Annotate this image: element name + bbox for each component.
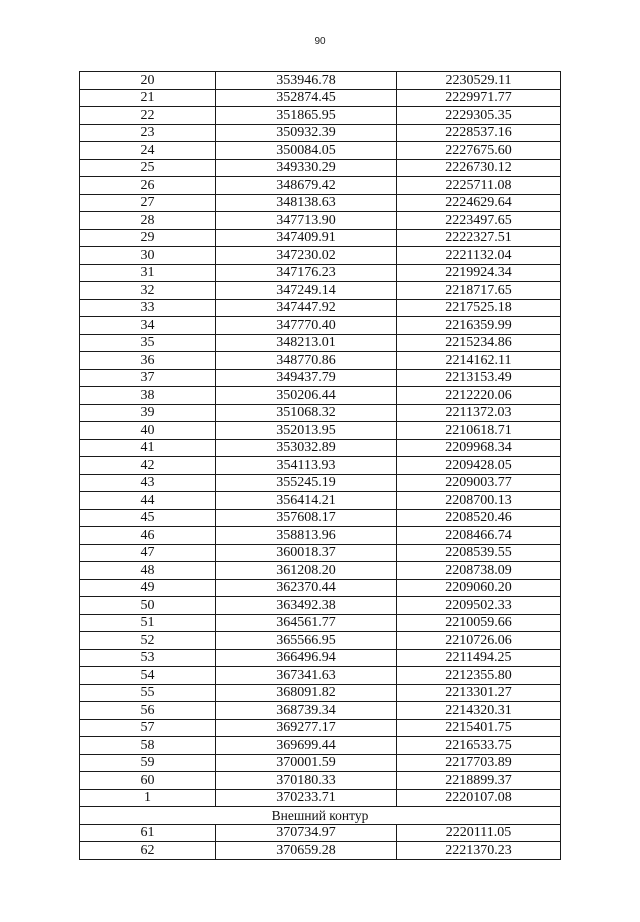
table-row (80, 614, 561, 632)
point-number-cell: 49 (80, 579, 216, 597)
point-number-cell: 52 (80, 632, 216, 650)
point-number-cell: 62 (80, 842, 216, 860)
x-coordinate-cell: 357608.17 (216, 509, 397, 527)
table-row (80, 684, 561, 702)
y-coordinate-cell: 2229305.35 (397, 107, 561, 125)
x-coordinate-cell: 347713.90 (216, 212, 397, 230)
x-coordinate-cell: 365566.95 (216, 632, 397, 650)
x-coordinate-cell: 348213.01 (216, 334, 397, 352)
section-header-row (80, 807, 561, 825)
y-coordinate-cell: 2229971.77 (397, 89, 561, 107)
x-coordinate-cell: 354113.93 (216, 457, 397, 475)
point-number-cell: 61 (80, 824, 216, 842)
table-row (80, 334, 561, 352)
y-coordinate-cell: 2211494.25 (397, 649, 561, 667)
y-coordinate-cell: 2218899.37 (397, 772, 561, 790)
table-row (80, 562, 561, 580)
x-coordinate-cell: 366496.94 (216, 649, 397, 667)
coordinates-table-body (80, 72, 561, 860)
point-number-cell: 41 (80, 439, 216, 457)
point-number-cell: 46 (80, 527, 216, 545)
section-header-outer-contour: Внешний контур (80, 807, 561, 825)
table-row (80, 264, 561, 282)
y-coordinate-cell: 2230529.11 (397, 72, 561, 90)
x-coordinate-cell: 360018.37 (216, 544, 397, 562)
point-number-cell: 27 (80, 194, 216, 212)
y-coordinate-cell: 2227675.60 (397, 142, 561, 160)
x-coordinate-cell: 355245.19 (216, 474, 397, 492)
x-coordinate-cell: 361208.20 (216, 562, 397, 580)
coordinates-table (79, 71, 561, 860)
point-number-cell: 37 (80, 369, 216, 387)
y-coordinate-cell: 2212220.06 (397, 387, 561, 405)
point-number-cell: 36 (80, 352, 216, 370)
x-coordinate-cell: 353032.89 (216, 439, 397, 457)
point-number-cell: 58 (80, 737, 216, 755)
y-coordinate-cell: 2217525.18 (397, 299, 561, 317)
x-coordinate-cell: 347770.40 (216, 317, 397, 335)
point-number-cell: 21 (80, 89, 216, 107)
x-coordinate-cell: 348770.86 (216, 352, 397, 370)
x-coordinate-cell: 370001.59 (216, 754, 397, 772)
y-coordinate-cell: 2213301.27 (397, 684, 561, 702)
x-coordinate-cell: 347409.91 (216, 229, 397, 247)
y-coordinate-cell: 2228537.16 (397, 124, 561, 142)
point-number-cell: 26 (80, 177, 216, 195)
point-number-cell: 30 (80, 247, 216, 265)
table-row (80, 194, 561, 212)
table-row (80, 597, 561, 615)
table-row (80, 649, 561, 667)
table-row (80, 72, 561, 90)
x-coordinate-cell: 367341.63 (216, 667, 397, 685)
x-coordinate-cell: 347447.92 (216, 299, 397, 317)
table-row (80, 299, 561, 317)
table-row (80, 772, 561, 790)
table-row (80, 107, 561, 125)
table-row (80, 754, 561, 772)
x-coordinate-cell: 370734.97 (216, 824, 397, 842)
x-coordinate-cell: 370659.28 (216, 842, 397, 860)
y-coordinate-cell: 2213153.49 (397, 369, 561, 387)
x-coordinate-cell: 350206.44 (216, 387, 397, 405)
y-coordinate-cell: 2216533.75 (397, 737, 561, 755)
point-number-cell: 38 (80, 387, 216, 405)
x-coordinate-cell: 364561.77 (216, 614, 397, 632)
x-coordinate-cell: 352013.95 (216, 422, 397, 440)
page-number: 90 (314, 36, 326, 47)
table-row (80, 544, 561, 562)
y-coordinate-cell: 2226730.12 (397, 159, 561, 177)
y-coordinate-cell: 2209968.34 (397, 439, 561, 457)
point-number-cell: 53 (80, 649, 216, 667)
y-coordinate-cell: 2220107.08 (397, 789, 561, 807)
point-number-cell: 50 (80, 597, 216, 615)
point-number-cell: 28 (80, 212, 216, 230)
table-row (80, 404, 561, 422)
point-number-cell: 22 (80, 107, 216, 125)
point-number-cell: 29 (80, 229, 216, 247)
point-number-cell: 51 (80, 614, 216, 632)
table-row (80, 737, 561, 755)
point-number-cell: 20 (80, 72, 216, 90)
y-coordinate-cell: 2209003.77 (397, 474, 561, 492)
point-number-cell: 56 (80, 702, 216, 720)
y-coordinate-cell: 2209502.33 (397, 597, 561, 615)
table-row (80, 124, 561, 142)
table-row (80, 422, 561, 440)
y-coordinate-cell: 2221132.04 (397, 247, 561, 265)
y-coordinate-cell: 2222327.51 (397, 229, 561, 247)
y-coordinate-cell: 2211372.03 (397, 404, 561, 422)
table-row (80, 527, 561, 545)
x-coordinate-cell: 347230.02 (216, 247, 397, 265)
y-coordinate-cell: 2215401.75 (397, 719, 561, 737)
y-coordinate-cell: 2225711.08 (397, 177, 561, 195)
point-number-cell: 34 (80, 317, 216, 335)
table-row (80, 352, 561, 370)
table-row (80, 317, 561, 335)
y-coordinate-cell: 2209060.20 (397, 579, 561, 597)
x-coordinate-cell: 350084.05 (216, 142, 397, 160)
y-coordinate-cell: 2208700.13 (397, 492, 561, 510)
table-row (80, 457, 561, 475)
y-coordinate-cell: 2208738.09 (397, 562, 561, 580)
x-coordinate-cell: 351865.95 (216, 107, 397, 125)
y-coordinate-cell: 2216359.99 (397, 317, 561, 335)
point-number-cell: 45 (80, 509, 216, 527)
y-coordinate-cell: 2208539.55 (397, 544, 561, 562)
point-number-cell: 60 (80, 772, 216, 790)
x-coordinate-cell: 347249.14 (216, 282, 397, 300)
table-row (80, 387, 561, 405)
table-row (80, 177, 561, 195)
x-coordinate-cell: 369277.17 (216, 719, 397, 737)
point-number-cell: 55 (80, 684, 216, 702)
y-coordinate-cell: 2220111.05 (397, 824, 561, 842)
table-row (80, 824, 561, 842)
table-row (80, 439, 561, 457)
table-row (80, 282, 561, 300)
point-number-cell: 23 (80, 124, 216, 142)
point-number-cell: 32 (80, 282, 216, 300)
x-coordinate-cell: 370233.71 (216, 789, 397, 807)
y-coordinate-cell: 2217703.89 (397, 754, 561, 772)
x-coordinate-cell: 347176.23 (216, 264, 397, 282)
y-coordinate-cell: 2219924.34 (397, 264, 561, 282)
point-number-cell: 33 (80, 299, 216, 317)
y-coordinate-cell: 2223497.65 (397, 212, 561, 230)
point-number-cell: 24 (80, 142, 216, 160)
point-number-cell: 44 (80, 492, 216, 510)
table-row (80, 142, 561, 160)
y-coordinate-cell: 2214320.31 (397, 702, 561, 720)
point-number-cell: 59 (80, 754, 216, 772)
point-number-cell: 25 (80, 159, 216, 177)
x-coordinate-cell: 351068.32 (216, 404, 397, 422)
point-number-cell: 43 (80, 474, 216, 492)
table-row (80, 229, 561, 247)
y-coordinate-cell: 2209428.05 (397, 457, 561, 475)
x-coordinate-cell: 348679.42 (216, 177, 397, 195)
y-coordinate-cell: 2210059.66 (397, 614, 561, 632)
table-row (80, 579, 561, 597)
point-number-cell: 35 (80, 334, 216, 352)
table-row (80, 509, 561, 527)
point-number-cell: 31 (80, 264, 216, 282)
table-row (80, 789, 561, 807)
x-coordinate-cell: 356414.21 (216, 492, 397, 510)
x-coordinate-cell: 368739.34 (216, 702, 397, 720)
table-row (80, 719, 561, 737)
point-number-cell: 48 (80, 562, 216, 580)
table-row (80, 632, 561, 650)
x-coordinate-cell: 363492.38 (216, 597, 397, 615)
table-row (80, 247, 561, 265)
y-coordinate-cell: 2208466.74 (397, 527, 561, 545)
y-coordinate-cell: 2208520.46 (397, 509, 561, 527)
x-coordinate-cell: 362370.44 (216, 579, 397, 597)
x-coordinate-cell: 369699.44 (216, 737, 397, 755)
point-number-cell: 40 (80, 422, 216, 440)
x-coordinate-cell: 353946.78 (216, 72, 397, 90)
point-number-cell: 47 (80, 544, 216, 562)
table-row (80, 667, 561, 685)
y-coordinate-cell: 2224629.64 (397, 194, 561, 212)
point-number-cell: 42 (80, 457, 216, 475)
y-coordinate-cell: 2218717.65 (397, 282, 561, 300)
table-row (80, 89, 561, 107)
y-coordinate-cell: 2210726.06 (397, 632, 561, 650)
point-number-cell: 57 (80, 719, 216, 737)
x-coordinate-cell: 349437.79 (216, 369, 397, 387)
table-row (80, 492, 561, 510)
table-row (80, 702, 561, 720)
y-coordinate-cell: 2210618.71 (397, 422, 561, 440)
table-row (80, 842, 561, 860)
x-coordinate-cell: 349330.29 (216, 159, 397, 177)
x-coordinate-cell: 350932.39 (216, 124, 397, 142)
table-row (80, 474, 561, 492)
y-coordinate-cell: 2212355.80 (397, 667, 561, 685)
y-coordinate-cell: 2221370.23 (397, 842, 561, 860)
y-coordinate-cell: 2215234.86 (397, 334, 561, 352)
x-coordinate-cell: 370180.33 (216, 772, 397, 790)
point-number-cell: 54 (80, 667, 216, 685)
point-number-cell: 1 (80, 789, 216, 807)
y-coordinate-cell: 2214162.11 (397, 352, 561, 370)
table-row (80, 369, 561, 387)
x-coordinate-cell: 368091.82 (216, 684, 397, 702)
point-number-cell: 39 (80, 404, 216, 422)
table-row (80, 159, 561, 177)
x-coordinate-cell: 348138.63 (216, 194, 397, 212)
x-coordinate-cell: 358813.96 (216, 527, 397, 545)
x-coordinate-cell: 352874.45 (216, 89, 397, 107)
table-row (80, 212, 561, 230)
